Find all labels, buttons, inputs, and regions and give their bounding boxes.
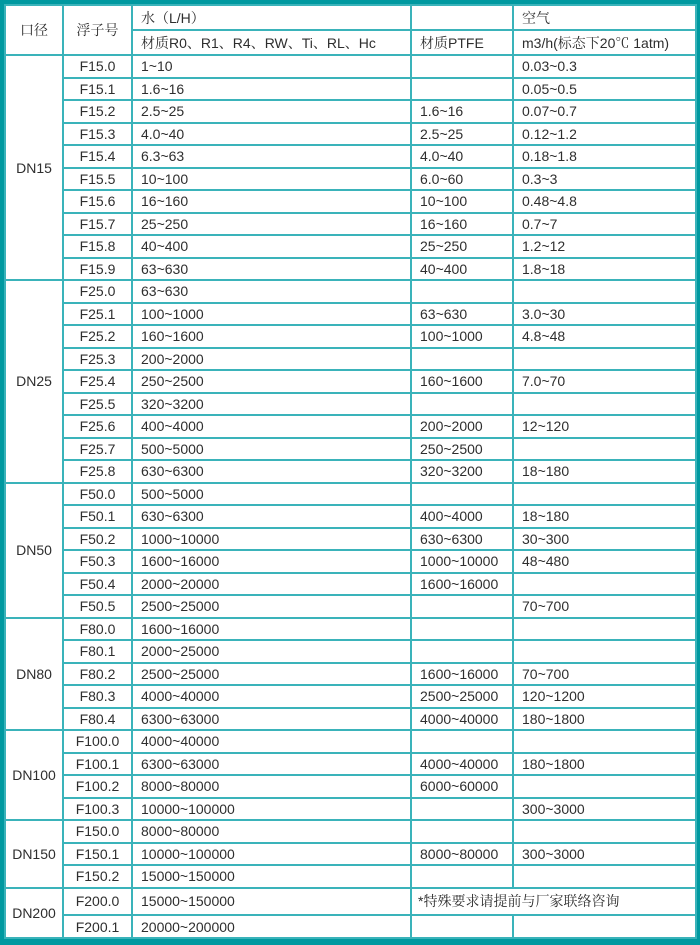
water-flow-cell: 6300~63000 <box>132 708 411 731</box>
table-row <box>5 505 696 528</box>
float-no-cell: F200.0 <box>63 888 132 916</box>
table-row <box>5 483 696 506</box>
water-flow-cell: 2.5~25 <box>132 100 411 123</box>
table-row <box>5 888 696 916</box>
ptfe-flow-cell: 250~2500 <box>411 438 513 461</box>
water-flow-cell: 400~4000 <box>132 415 411 438</box>
water-flow-cell: 8000~80000 <box>132 775 411 798</box>
air-flow-cell: 12~120 <box>513 415 696 438</box>
air-flow-cell: 0.05~0.5 <box>513 78 696 101</box>
float-no-cell: F15.9 <box>63 258 132 281</box>
water-flow-cell: 500~5000 <box>132 483 411 506</box>
air-flow-cell <box>513 865 696 888</box>
ptfe-flow-cell: 200~2000 <box>411 415 513 438</box>
ptfe-flow-cell: 6.0~60 <box>411 168 513 191</box>
ptfe-flow-cell: 4.0~40 <box>411 145 513 168</box>
ptfe-flow-cell <box>411 348 513 371</box>
table-row <box>5 123 696 146</box>
float-no-cell: F80.2 <box>63 663 132 686</box>
float-no-cell: F80.4 <box>63 708 132 731</box>
ptfe-flow-cell: 400~4000 <box>411 505 513 528</box>
table-row <box>5 145 696 168</box>
water-flow-cell: 500~5000 <box>132 438 411 461</box>
water-flow-cell: 63~630 <box>132 258 411 281</box>
water-flow-cell: 4.0~40 <box>132 123 411 146</box>
water-flow-cell: 6.3~63 <box>132 145 411 168</box>
ptfe-flow-cell <box>411 730 513 753</box>
header-float-no: 浮子号 <box>63 5 132 55</box>
table-row <box>5 168 696 191</box>
float-no-cell: F25.3 <box>63 348 132 371</box>
air-flow-cell <box>513 438 696 461</box>
ptfe-flow-cell: 1600~16000 <box>411 663 513 686</box>
table-row <box>5 78 696 101</box>
header-water-material: 材质R0、R1、R4、RW、Ti、RL、Hc <box>132 30 411 55</box>
air-flow-cell: 4.8~48 <box>513 325 696 348</box>
header-water: 水（L/H） <box>132 5 411 30</box>
air-flow-cell: 180~1800 <box>513 753 696 776</box>
air-flow-cell: 3.0~30 <box>513 303 696 326</box>
table-row <box>5 460 696 483</box>
table-row <box>5 915 696 938</box>
air-flow-cell: 1.8~18 <box>513 258 696 281</box>
table-row <box>5 213 696 236</box>
table-row <box>5 663 696 686</box>
table-row <box>5 775 696 798</box>
float-no-cell: F15.6 <box>63 190 132 213</box>
ptfe-flow-cell: 4000~40000 <box>411 708 513 731</box>
air-flow-cell <box>513 618 696 641</box>
special-note-cell: *特殊要求请提前与厂家联络咨询 <box>411 888 696 916</box>
ptfe-flow-cell <box>411 865 513 888</box>
float-no-cell: F15.1 <box>63 78 132 101</box>
ptfe-flow-cell: 100~1000 <box>411 325 513 348</box>
float-no-cell: F80.3 <box>63 685 132 708</box>
water-flow-cell: 40~400 <box>132 235 411 258</box>
water-flow-cell: 1.6~16 <box>132 78 411 101</box>
ptfe-flow-cell: 4000~40000 <box>411 753 513 776</box>
flow-meter-spec-table <box>4 4 697 939</box>
water-flow-cell: 630~6300 <box>132 505 411 528</box>
air-flow-cell <box>513 730 696 753</box>
air-flow-cell <box>513 640 696 663</box>
ptfe-flow-cell <box>411 280 513 303</box>
water-flow-cell: 16~160 <box>132 190 411 213</box>
float-no-cell: F25.1 <box>63 303 132 326</box>
air-flow-cell <box>513 280 696 303</box>
table-row <box>5 528 696 551</box>
float-no-cell: F15.5 <box>63 168 132 191</box>
table-row <box>5 348 696 371</box>
air-flow-cell: 1.2~12 <box>513 235 696 258</box>
ptfe-flow-cell <box>411 393 513 416</box>
air-flow-cell: 0.07~0.7 <box>513 100 696 123</box>
ptfe-flow-cell: 6000~60000 <box>411 775 513 798</box>
header-row-1 <box>5 5 696 30</box>
water-flow-cell: 20000~200000 <box>132 915 411 938</box>
table-row <box>5 820 696 843</box>
air-flow-cell: 18~180 <box>513 505 696 528</box>
table-row <box>5 190 696 213</box>
table-row <box>5 640 696 663</box>
diameter-cell: DN25 <box>5 280 63 483</box>
water-flow-cell: 6300~63000 <box>132 753 411 776</box>
header-water-ptfe: 材质PTFE <box>411 30 513 55</box>
ptfe-flow-cell: 2.5~25 <box>411 123 513 146</box>
float-no-cell: F50.5 <box>63 595 132 618</box>
table-row <box>5 550 696 573</box>
water-flow-cell: 8000~80000 <box>132 820 411 843</box>
float-no-cell: F25.8 <box>63 460 132 483</box>
ptfe-flow-cell <box>411 78 513 101</box>
air-flow-cell: 70~700 <box>513 595 696 618</box>
table-row <box>5 753 696 776</box>
ptfe-flow-cell: 1000~10000 <box>411 550 513 573</box>
ptfe-flow-cell <box>411 640 513 663</box>
air-flow-cell: 48~480 <box>513 550 696 573</box>
water-flow-cell: 10000~100000 <box>132 843 411 866</box>
float-no-cell: F15.7 <box>63 213 132 236</box>
diameter-cell: DN50 <box>5 483 63 618</box>
water-flow-cell: 1~10 <box>132 55 411 78</box>
diameter-cell: DN200 <box>5 888 63 939</box>
diameter-cell: DN150 <box>5 820 63 888</box>
header-water-spacer <box>411 5 513 30</box>
float-no-cell: F50.1 <box>63 505 132 528</box>
table-row <box>5 595 696 618</box>
ptfe-flow-cell: 1600~16000 <box>411 573 513 596</box>
water-flow-cell: 1600~16000 <box>132 618 411 641</box>
table-row <box>5 618 696 641</box>
table-row <box>5 55 696 78</box>
table-row <box>5 370 696 393</box>
air-flow-cell: 18~180 <box>513 460 696 483</box>
table-row <box>5 708 696 731</box>
table-row <box>5 438 696 461</box>
ptfe-flow-cell: 25~250 <box>411 235 513 258</box>
water-flow-cell: 25~250 <box>132 213 411 236</box>
float-no-cell: F150.0 <box>63 820 132 843</box>
ptfe-flow-cell: 1.6~16 <box>411 100 513 123</box>
ptfe-flow-cell: 8000~80000 <box>411 843 513 866</box>
ptfe-flow-cell: 160~1600 <box>411 370 513 393</box>
float-no-cell: F25.0 <box>63 280 132 303</box>
air-flow-cell: 0.18~1.8 <box>513 145 696 168</box>
table-row <box>5 100 696 123</box>
table-row <box>5 865 696 888</box>
diameter-cell: DN15 <box>5 55 63 280</box>
float-no-cell: F200.1 <box>63 915 132 938</box>
diameter-cell: DN80 <box>5 618 63 731</box>
air-flow-cell: 7.0~70 <box>513 370 696 393</box>
spec-table-body <box>5 55 696 938</box>
table-row <box>5 573 696 596</box>
float-no-cell: F25.6 <box>63 415 132 438</box>
float-no-cell: F150.1 <box>63 843 132 866</box>
float-no-cell: F50.0 <box>63 483 132 506</box>
water-flow-cell: 320~3200 <box>132 393 411 416</box>
air-flow-cell: 120~1200 <box>513 685 696 708</box>
water-flow-cell: 100~1000 <box>132 303 411 326</box>
water-flow-cell: 4000~40000 <box>132 685 411 708</box>
air-flow-cell: 0.7~7 <box>513 213 696 236</box>
float-no-cell: F50.4 <box>63 573 132 596</box>
float-no-cell: F100.2 <box>63 775 132 798</box>
ptfe-flow-cell <box>411 483 513 506</box>
float-no-cell: F25.4 <box>63 370 132 393</box>
water-flow-cell: 15000~150000 <box>132 888 411 916</box>
air-flow-cell: 180~1800 <box>513 708 696 731</box>
table-row <box>5 798 696 821</box>
ptfe-flow-cell: 630~6300 <box>411 528 513 551</box>
air-flow-cell: 30~300 <box>513 528 696 551</box>
air-flow-cell: 300~3000 <box>513 843 696 866</box>
ptfe-flow-cell <box>411 798 513 821</box>
air-flow-cell <box>513 775 696 798</box>
water-flow-cell: 200~2000 <box>132 348 411 371</box>
water-flow-cell: 250~2500 <box>132 370 411 393</box>
float-no-cell: F100.1 <box>63 753 132 776</box>
water-flow-cell: 15000~150000 <box>132 865 411 888</box>
table-row <box>5 730 696 753</box>
ptfe-flow-cell: 10~100 <box>411 190 513 213</box>
water-flow-cell: 2000~20000 <box>132 573 411 596</box>
water-flow-cell: 10~100 <box>132 168 411 191</box>
diameter-cell: DN100 <box>5 730 63 820</box>
float-no-cell: F80.0 <box>63 618 132 641</box>
air-flow-cell <box>513 483 696 506</box>
float-no-cell: F25.2 <box>63 325 132 348</box>
air-flow-cell: 0.3~3 <box>513 168 696 191</box>
water-flow-cell: 1000~10000 <box>132 528 411 551</box>
table-row <box>5 235 696 258</box>
table-row <box>5 843 696 866</box>
table-header <box>5 5 696 55</box>
ptfe-flow-cell <box>411 820 513 843</box>
ptfe-flow-cell: 40~400 <box>411 258 513 281</box>
ptfe-flow-cell <box>411 915 513 938</box>
water-flow-cell: 4000~40000 <box>132 730 411 753</box>
table-row <box>5 393 696 416</box>
water-flow-cell: 160~1600 <box>132 325 411 348</box>
ptfe-flow-cell: 63~630 <box>411 303 513 326</box>
air-flow-cell: 300~3000 <box>513 798 696 821</box>
water-flow-cell: 2500~25000 <box>132 663 411 686</box>
air-flow-cell <box>513 393 696 416</box>
ptfe-flow-cell <box>411 595 513 618</box>
float-no-cell: F15.8 <box>63 235 132 258</box>
float-no-cell: F25.7 <box>63 438 132 461</box>
ptfe-flow-cell <box>411 618 513 641</box>
header-diameter: 口径 <box>5 5 63 55</box>
air-flow-cell <box>513 348 696 371</box>
water-flow-cell: 2000~25000 <box>132 640 411 663</box>
float-no-cell: F100.3 <box>63 798 132 821</box>
ptfe-flow-cell: 2500~25000 <box>411 685 513 708</box>
float-no-cell: F100.0 <box>63 730 132 753</box>
table-row <box>5 685 696 708</box>
water-flow-cell: 63~630 <box>132 280 411 303</box>
header-air: 空气 <box>513 5 696 30</box>
air-flow-cell: 0.03~0.3 <box>513 55 696 78</box>
ptfe-flow-cell <box>411 55 513 78</box>
air-flow-cell: 0.48~4.8 <box>513 190 696 213</box>
air-flow-cell: 70~700 <box>513 663 696 686</box>
float-no-cell: F150.2 <box>63 865 132 888</box>
table-row <box>5 258 696 281</box>
water-flow-cell: 630~6300 <box>132 460 411 483</box>
float-no-cell: F80.1 <box>63 640 132 663</box>
float-no-cell: F25.5 <box>63 393 132 416</box>
table-row <box>5 280 696 303</box>
table-row <box>5 325 696 348</box>
float-no-cell: F15.2 <box>63 100 132 123</box>
water-flow-cell: 1600~16000 <box>132 550 411 573</box>
ptfe-flow-cell: 16~160 <box>411 213 513 236</box>
table-row <box>5 415 696 438</box>
ptfe-flow-cell: 320~3200 <box>411 460 513 483</box>
float-no-cell: F50.3 <box>63 550 132 573</box>
air-flow-cell <box>513 820 696 843</box>
air-flow-cell: 0.12~1.2 <box>513 123 696 146</box>
float-no-cell: F15.0 <box>63 55 132 78</box>
table-row <box>5 303 696 326</box>
float-no-cell: F15.3 <box>63 123 132 146</box>
float-no-cell: F50.2 <box>63 528 132 551</box>
header-air-unit: m3/h(标态下20℃ 1atm) <box>513 30 696 55</box>
air-flow-cell <box>513 915 696 938</box>
air-flow-cell <box>513 573 696 596</box>
water-flow-cell: 10000~100000 <box>132 798 411 821</box>
water-flow-cell: 2500~25000 <box>132 595 411 618</box>
float-no-cell: F15.4 <box>63 145 132 168</box>
